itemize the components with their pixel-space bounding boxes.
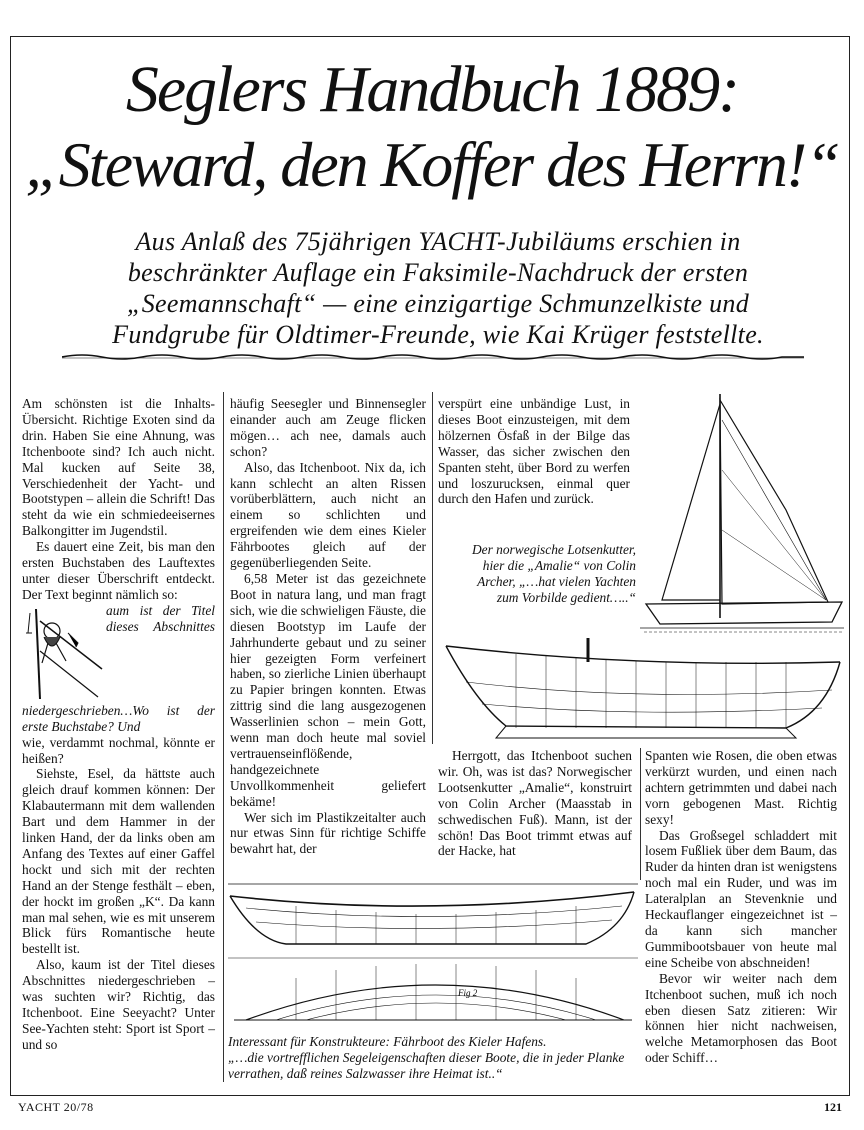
text-column-1 xyxy=(22,396,215,1053)
decorative-wavy-rule xyxy=(62,352,804,362)
paragraph: Wer sich im Plastikzeitalter auch nur etwas Sinn für richtige Schiffe bewahrt hat, der xyxy=(230,809,426,857)
text-column-2 xyxy=(230,396,426,857)
lede-line: Fundgrube für Oldtimer-Freunde, wie Kai Krüger feststellte. xyxy=(112,320,764,349)
lede xyxy=(58,226,818,350)
lede-line: beschränkter Auflage ein Faksimile-Nachdruck der ersten xyxy=(127,258,749,287)
paragraph: wie, verdammt nochmal, könnte er heißen? xyxy=(22,734,215,766)
paragraph: Spanten wie Rosen, die oben etwas verkürzt wurden, und einen nach achtern getrimmten und dabei nach vorn gebogenen Mast. Richtig sexy! xyxy=(645,748,837,827)
caption-lotsenkutter: Der norwegische Lotsenkutter, hier die „Amalie“ von Colin Archer, „…hat vielen Yachten zum Vorbilde gedient…..“ xyxy=(471,542,636,605)
paragraph: Also, kaum ist der Titel dieses Abschnittes niedergeschrieben – was suchten wir? Richtig, das Itchenboot. Eine Seeyacht? Unter See-Yachten steht: Sport ist Sport – und so xyxy=(22,957,215,1052)
kieler-faehrboot-drawing xyxy=(226,878,640,1034)
lede-line: Aus Anlaß des 75jährigen YACHT-Jubiläums erschien in xyxy=(135,227,741,256)
paragraph: Herrgott, das Itchenboot suchen wir. Oh, was ist das? Norwegischer Lootsenkutter „Amalie“, konstruirt von Colin Archer (Maasstab in schwedischen Fuß). Mann, ist der schön! Das Boot trimmt etwas auf der Hacke, hat xyxy=(438,748,632,859)
page-number: 121 xyxy=(824,1100,842,1114)
drop-quote: aum ist der Titel dieses Abschnittes niedergeschrieben…Wo ist der erste Buchstabe? Und xyxy=(22,602,215,734)
paragraph: Es dauert eine Zeit, bis man den ersten Buchstaben des Lauftextes unter dieser Überschrift entdeckt. Der Text beginnt nämlich so: xyxy=(22,539,215,602)
text-column-4 xyxy=(645,748,837,1066)
caption-line: Interessant für Konstrukteure: Fährboot des Kieler Hafens. xyxy=(228,1034,547,1049)
headline-line-2: „Steward, den Koffer des Herrn!“ xyxy=(25,129,839,200)
column-rule xyxy=(432,392,433,744)
paragraph: Also, das Itchenboot. Nix da, ich kann schlecht an alten Rissen vorüberblättern, auch nicht an einem so schlichten und ergreifenden wie dem eines Kieler Fährbootes gleich auf der gegenüberliegenden Seite. xyxy=(230,459,426,571)
paragraph: Bevor wir weiter nach dem Itchenboot suchen, muß ich noch eben diesen Satz zitieren: Wir können hier nicht nachweisen, welche Metamorphosen das Boot oder Schiff… xyxy=(645,970,837,1066)
paragraph: Am schönsten ist die Inhalts-Übersicht. Richtige Exoten sind da drin. Haben Sie eine Ahnung, was Itchenboote sind? Ich auch nicht. Mal kucken auf Seite 38, Verschiedenheit der Yacht- und Bootstypen – allein die Schrift! Das steht da wie ein schmiedeeisernes Balkongitter im Jugendstil. xyxy=(22,396,215,539)
klabautermann-initial-k-illustration xyxy=(22,603,106,703)
caption-quote: „…die vortrefflichen Segeleigenschaften dieser Boote, die in jeder Planke verrathen, daß reines Salzwasser ihre Heimat ist..“ xyxy=(228,1050,625,1081)
paragraph: verspürt eine unbändige Lust, in dieses Boot einzusteigen, mit dem hölzernen Ösfaß in der Bilge das Wasser, das sicher zwischen den Spanten steht, über Bord zu werfen und loszurucksen, einmal quer durch den Hafen und zurück. xyxy=(438,396,630,507)
paragraph: Das Großsegel schladdert mit losem Fußliek über dem Baum, das Ruder da hinten dran ist wenigstens noch mal ein Ruder, und was im Lateralplan an Stevenknie und Heckauflanger eingezeichnet ist – da kann sich mancher Gummibootsbauer von heute mal eine Scheibe von abschneiden! xyxy=(645,827,837,970)
paragraph: häufig Seesegler und Binnensegler einander auch am Zeuge flicken mögen… ach nee, damals auch schon? xyxy=(230,396,426,459)
hull-lines-drawing xyxy=(436,632,850,744)
caption-faehrboot xyxy=(228,1034,638,1082)
footer-publication: YACHT 20/78 xyxy=(18,1100,94,1114)
text-column-3-continued xyxy=(438,748,632,859)
figure-label: Fig 2 xyxy=(458,988,478,998)
text-column-3 xyxy=(438,396,630,507)
paragraph: 6,58 Meter ist das gezeichnete Boot in natura lang, und man fragt sich, wie die schwieligen Fäuste, die diesen Bootstyp im Laufe der Jahrhunderte gebaut und zu seiner hier gezeigten Form verfeinert haben, so zierliche Linien überhaupt zu Papier bringen konnten. Etwas zittrig sind die lang ausgezogenen Wasserlinien schon – mein Gott, wenn man doch heute mal soviel vertrauenseinflößende, handgezeichnete Unvollkommenheit geliefert bekäme! xyxy=(230,570,426,809)
paragraph: Siehste, Esel, da hättste auch gleich drauf kommen können: Der Klabautermann mit dem wallenden Bart und dem Hammer in der linken Hand, der da links oben am Anfang des Textes auf einer Gaffel hockt und sich mit der rechten Hand an der Stenge festhält – eben, der hockt im großen „K“. Da kann man mal sehen, wie es mit unserem Blick fürs Romantische heute bestellt ist. xyxy=(22,766,215,957)
column-rule xyxy=(640,748,641,880)
column-rule xyxy=(223,392,224,1082)
lede-line: „Seemannschaft“ — eine einzigartige Schmunzelkiste und xyxy=(126,289,750,318)
lotsenkutter-sail-plan-illustration xyxy=(636,390,846,640)
headline-line-1: Seglers Handbuch 1889: xyxy=(125,53,739,126)
